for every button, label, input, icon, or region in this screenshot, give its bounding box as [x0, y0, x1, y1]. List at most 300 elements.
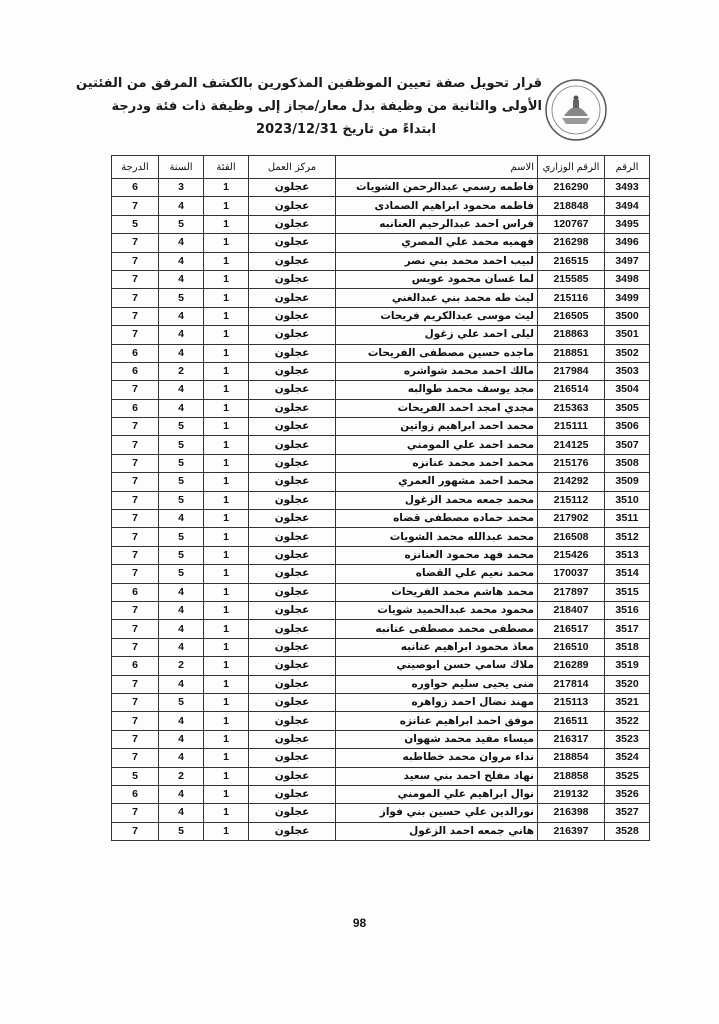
cell-grade: 7	[112, 234, 159, 252]
cell-number: 3527	[605, 804, 650, 822]
table-row	[112, 657, 650, 675]
cell-name: مجد يوسف محمد طوالبه	[336, 381, 538, 399]
cell-work-center: عجلون	[249, 638, 336, 656]
cell-work-center: عجلون	[249, 381, 336, 399]
cell-grade: 7	[112, 491, 159, 509]
cell-year: 4	[159, 749, 204, 767]
cell-ministry-id: 215585	[538, 270, 605, 288]
cell-work-center: عجلون	[249, 767, 336, 785]
cell-ministry-id: 214292	[538, 473, 605, 491]
cell-number: 3516	[605, 601, 650, 619]
cell-year: 2	[159, 362, 204, 380]
cell-category: 1	[204, 362, 249, 380]
cell-number: 3522	[605, 712, 650, 730]
cell-year: 4	[159, 399, 204, 417]
header-line-3: ابتداءً من تاريخ 2023/12/31	[256, 122, 436, 137]
table-row	[112, 565, 650, 583]
cell-name: نوال ابراهيم علي المومني	[336, 785, 538, 803]
cell-work-center: عجلون	[249, 528, 336, 546]
cell-ministry-id: 218858	[538, 767, 605, 785]
table-row	[112, 675, 650, 693]
cell-ministry-id: 216397	[538, 822, 605, 840]
cell-work-center: عجلون	[249, 362, 336, 380]
page-number: 98	[352, 916, 367, 930]
cell-category: 1	[204, 197, 249, 215]
table-row	[112, 620, 650, 638]
cell-year: 2	[159, 657, 204, 675]
cell-grade: 7	[112, 270, 159, 288]
cell-year: 5	[159, 473, 204, 491]
cell-grade: 7	[112, 712, 159, 730]
cell-ministry-id: 216505	[538, 307, 605, 325]
cell-work-center: عجلون	[249, 326, 336, 344]
cell-number: 3520	[605, 675, 650, 693]
cell-grade: 6	[112, 785, 159, 803]
cell-number: 3512	[605, 528, 650, 546]
cell-ministry-id: 120767	[538, 215, 605, 233]
cell-ministry-id: 215116	[538, 289, 605, 307]
cell-number: 3502	[605, 344, 650, 362]
cell-ministry-id: 218854	[538, 749, 605, 767]
cell-year: 4	[159, 344, 204, 362]
cell-number: 3496	[605, 234, 650, 252]
cell-work-center: عجلون	[249, 454, 336, 472]
cell-grade: 7	[112, 749, 159, 767]
cell-grade: 7	[112, 565, 159, 583]
cell-number: 3505	[605, 399, 650, 417]
cell-name: محمد احمد ابراهيم زواتين	[336, 418, 538, 436]
cell-ministry-id: 216514	[538, 381, 605, 399]
cell-work-center: عجلون	[249, 730, 336, 748]
cell-name: نهاد مفلح احمد بني سعيد	[336, 767, 538, 785]
cell-number: 3521	[605, 693, 650, 711]
table-row	[112, 583, 650, 601]
cell-grade: 7	[112, 381, 159, 399]
cell-number: 3524	[605, 749, 650, 767]
table-row	[112, 822, 650, 840]
cell-work-center: عجلون	[249, 289, 336, 307]
cell-name: مصطفى محمد مصطفى عنانبه	[336, 620, 538, 638]
cell-grade: 6	[112, 179, 159, 197]
cell-grade: 7	[112, 601, 159, 619]
cell-year: 4	[159, 270, 204, 288]
table-row	[112, 804, 650, 822]
cell-category: 1	[204, 675, 249, 693]
cell-number: 3493	[605, 179, 650, 197]
cell-work-center: عجلون	[249, 601, 336, 619]
cell-number: 3498	[605, 270, 650, 288]
table-row	[112, 344, 650, 362]
cell-number: 3511	[605, 510, 650, 528]
cell-year: 5	[159, 528, 204, 546]
cell-number: 3508	[605, 454, 650, 472]
cell-name: لبيب احمد محمد بني نصر	[336, 252, 538, 270]
cell-category: 1	[204, 528, 249, 546]
cell-work-center: عجلون	[249, 436, 336, 454]
cell-year: 5	[159, 546, 204, 564]
column-header-grade: الدرجة	[112, 156, 159, 179]
cell-name: منى يحيى سليم حواوره	[336, 675, 538, 693]
cell-grade: 7	[112, 289, 159, 307]
table-row	[112, 399, 650, 417]
cell-ministry-id: 215112	[538, 491, 605, 509]
cell-number: 3494	[605, 197, 650, 215]
cell-ministry-id: 216298	[538, 234, 605, 252]
cell-work-center: عجلون	[249, 749, 336, 767]
cell-ministry-id: 216510	[538, 638, 605, 656]
cell-ministry-id: 216398	[538, 804, 605, 822]
table-row	[112, 362, 650, 380]
cell-name: معاذ محمود ابراهيم عنانبه	[336, 638, 538, 656]
cell-name: ليث موسى عبدالكريم فريحات	[336, 307, 538, 325]
table-row	[112, 454, 650, 472]
cell-work-center: عجلون	[249, 785, 336, 803]
cell-category: 1	[204, 179, 249, 197]
cell-category: 1	[204, 546, 249, 564]
cell-year: 5	[159, 289, 204, 307]
cell-category: 1	[204, 601, 249, 619]
cell-work-center: عجلون	[249, 675, 336, 693]
column-header-work-center: مركز العمل	[249, 156, 336, 179]
cell-category: 1	[204, 785, 249, 803]
cell-year: 5	[159, 565, 204, 583]
cell-ministry-id: 170037	[538, 565, 605, 583]
table-row	[112, 638, 650, 656]
cell-ministry-id: 218851	[538, 344, 605, 362]
cell-year: 4	[159, 583, 204, 601]
cell-grade: 7	[112, 675, 159, 693]
cell-year: 5	[159, 822, 204, 840]
cell-name: هاني جمعه احمد الزغول	[336, 822, 538, 840]
cell-number: 3503	[605, 362, 650, 380]
cell-grade: 6	[112, 657, 159, 675]
cell-ministry-id: 216290	[538, 179, 605, 197]
cell-name: ليث طه محمد بني عبدالغني	[336, 289, 538, 307]
cell-year: 4	[159, 252, 204, 270]
cell-name: مجدي امجد احمد الفريحات	[336, 399, 538, 417]
column-header-ministry-id: الرقم الوزاري	[538, 156, 605, 179]
cell-name: موفق احمد ابراهيم عنانزه	[336, 712, 538, 730]
cell-name: محمد جمعه محمد الزغول	[336, 491, 538, 509]
cell-number: 3500	[605, 307, 650, 325]
cell-grade: 7	[112, 307, 159, 325]
cell-work-center: عجلون	[249, 197, 336, 215]
cell-name: محمد نعيم علي القضاه	[336, 565, 538, 583]
cell-ministry-id: 215363	[538, 399, 605, 417]
cell-category: 1	[204, 693, 249, 711]
table-row	[112, 601, 650, 619]
table-row	[112, 326, 650, 344]
table-body	[112, 179, 650, 841]
cell-year: 4	[159, 675, 204, 693]
cell-grade: 7	[112, 454, 159, 472]
cell-number: 3501	[605, 326, 650, 344]
cell-name: لما غسان محمود عويس	[336, 270, 538, 288]
cell-ministry-id: 217902	[538, 510, 605, 528]
cell-year: 4	[159, 712, 204, 730]
cell-year: 4	[159, 620, 204, 638]
cell-work-center: عجلون	[249, 804, 336, 822]
cell-category: 1	[204, 307, 249, 325]
cell-number: 3506	[605, 418, 650, 436]
cell-work-center: عجلون	[249, 565, 336, 583]
cell-category: 1	[204, 473, 249, 491]
table-row	[112, 215, 650, 233]
cell-ministry-id: 215111	[538, 418, 605, 436]
cell-ministry-id: 214125	[538, 436, 605, 454]
cell-work-center: عجلون	[249, 418, 336, 436]
cell-number: 3509	[605, 473, 650, 491]
cell-grade: 7	[112, 418, 159, 436]
cell-year: 4	[159, 197, 204, 215]
table-row	[112, 767, 650, 785]
header-line-2: الأولى والثانية من وظيفة بدل معار/مجاز إلى وظيفة ذات فئة ودرجة	[111, 99, 542, 114]
column-header-number: الرقم	[605, 156, 650, 179]
cell-ministry-id: 215426	[538, 546, 605, 564]
cell-number: 3497	[605, 252, 650, 270]
cell-category: 1	[204, 234, 249, 252]
cell-grade: 7	[112, 620, 159, 638]
cell-ministry-id: 218407	[538, 601, 605, 619]
cell-work-center: عجلون	[249, 344, 336, 362]
cell-year: 4	[159, 638, 204, 656]
cell-year: 5	[159, 418, 204, 436]
cell-ministry-id: 218848	[538, 197, 605, 215]
table-row	[112, 491, 650, 509]
cell-work-center: عجلون	[249, 252, 336, 270]
table-row	[112, 234, 650, 252]
cell-category: 1	[204, 749, 249, 767]
table-row	[112, 693, 650, 711]
cell-category: 1	[204, 712, 249, 730]
cell-name: محمد احمد مشهور العمري	[336, 473, 538, 491]
cell-name: نداء مروان محمد خطاطبه	[336, 749, 538, 767]
cell-work-center: عجلون	[249, 491, 336, 509]
cell-work-center: عجلون	[249, 307, 336, 325]
cell-work-center: عجلون	[249, 179, 336, 197]
column-header-name: الاسم	[336, 156, 538, 179]
cell-work-center: عجلون	[249, 234, 336, 252]
cell-number: 3518	[605, 638, 650, 656]
cell-grade: 7	[112, 436, 159, 454]
cell-ministry-id: 217897	[538, 583, 605, 601]
cell-number: 3504	[605, 381, 650, 399]
cell-category: 1	[204, 804, 249, 822]
cell-work-center: عجلون	[249, 693, 336, 711]
cell-grade: 7	[112, 546, 159, 564]
cell-category: 1	[204, 657, 249, 675]
cell-number: 3515	[605, 583, 650, 601]
cell-year: 5	[159, 693, 204, 711]
cell-year: 3	[159, 179, 204, 197]
cell-year: 4	[159, 381, 204, 399]
cell-year: 2	[159, 767, 204, 785]
cell-year: 5	[159, 491, 204, 509]
table-row	[112, 473, 650, 491]
cell-grade: 6	[112, 362, 159, 380]
cell-ministry-id: 218863	[538, 326, 605, 344]
cell-grade: 7	[112, 326, 159, 344]
cell-grade: 5	[112, 767, 159, 785]
cell-year: 4	[159, 234, 204, 252]
cell-number: 3499	[605, 289, 650, 307]
cell-category: 1	[204, 289, 249, 307]
cell-ministry-id: 216517	[538, 620, 605, 638]
cell-year: 4	[159, 785, 204, 803]
cell-category: 1	[204, 252, 249, 270]
cell-grade: 7	[112, 822, 159, 840]
cell-ministry-id: 216317	[538, 730, 605, 748]
cell-ministry-id: 215113	[538, 693, 605, 711]
cell-name: فهميه محمد علي المصري	[336, 234, 538, 252]
ministry-seal-icon	[544, 78, 608, 142]
cell-work-center: عجلون	[249, 215, 336, 233]
table-row	[112, 418, 650, 436]
cell-ministry-id: 217814	[538, 675, 605, 693]
table-header-row	[112, 156, 650, 179]
cell-work-center: عجلون	[249, 399, 336, 417]
cell-year: 4	[159, 804, 204, 822]
column-header-year: السنة	[159, 156, 204, 179]
cell-work-center: عجلون	[249, 546, 336, 564]
cell-category: 1	[204, 583, 249, 601]
cell-name: ملاك سامي حسن ابوصيني	[336, 657, 538, 675]
cell-grade: 6	[112, 583, 159, 601]
cell-category: 1	[204, 491, 249, 509]
cell-grade: 6	[112, 399, 159, 417]
cell-work-center: عجلون	[249, 822, 336, 840]
cell-category: 1	[204, 436, 249, 454]
cell-work-center: عجلون	[249, 510, 336, 528]
table-row	[112, 749, 650, 767]
cell-work-center: عجلون	[249, 583, 336, 601]
table-row	[112, 197, 650, 215]
table-row	[112, 381, 650, 399]
cell-grade: 7	[112, 638, 159, 656]
cell-number: 3507	[605, 436, 650, 454]
cell-name: محمود محمد عبدالحميد شويات	[336, 601, 538, 619]
cell-year: 4	[159, 510, 204, 528]
cell-year: 5	[159, 436, 204, 454]
cell-category: 1	[204, 767, 249, 785]
cell-ministry-id: 215176	[538, 454, 605, 472]
cell-number: 3514	[605, 565, 650, 583]
cell-name: فاطمه رسمي عبدالرحمن الشويات	[336, 179, 538, 197]
employee-table	[111, 155, 650, 841]
table-row	[112, 528, 650, 546]
table-row	[112, 289, 650, 307]
cell-category: 1	[204, 620, 249, 638]
decision-header	[76, 72, 542, 141]
cell-work-center: عجلون	[249, 270, 336, 288]
cell-year: 5	[159, 215, 204, 233]
cell-ministry-id: 216289	[538, 657, 605, 675]
table-row	[112, 252, 650, 270]
header-line-1: قرار تحويل صفة تعيين الموظفين المذكورين بالكشف المرفق من الفئتين	[76, 76, 542, 91]
table-row	[112, 785, 650, 803]
cell-grade: 7	[112, 804, 159, 822]
cell-grade: 5	[112, 215, 159, 233]
cell-ministry-id: 216515	[538, 252, 605, 270]
cell-category: 1	[204, 510, 249, 528]
cell-name: نورالدين علي حسين بني فواز	[336, 804, 538, 822]
table-row	[112, 179, 650, 197]
cell-ministry-id: 216511	[538, 712, 605, 730]
cell-category: 1	[204, 399, 249, 417]
cell-category: 1	[204, 565, 249, 583]
cell-ministry-id: 216508	[538, 528, 605, 546]
cell-grade: 7	[112, 693, 159, 711]
cell-grade: 7	[112, 510, 159, 528]
cell-grade: 7	[112, 730, 159, 748]
cell-year: 4	[159, 307, 204, 325]
cell-number: 3517	[605, 620, 650, 638]
cell-number: 3526	[605, 785, 650, 803]
cell-work-center: عجلون	[249, 712, 336, 730]
cell-name: مالك احمد محمد شواشره	[336, 362, 538, 380]
cell-number: 3495	[605, 215, 650, 233]
cell-category: 1	[204, 344, 249, 362]
table-row	[112, 546, 650, 564]
table-row	[112, 270, 650, 288]
cell-name: محمد فهد محمود العنانزه	[336, 546, 538, 564]
cell-number: 3525	[605, 767, 650, 785]
table-row	[112, 307, 650, 325]
cell-grade: 7	[112, 252, 159, 270]
cell-name: محمد عبدالله محمد الشويات	[336, 528, 538, 546]
cell-category: 1	[204, 454, 249, 472]
cell-year: 4	[159, 601, 204, 619]
cell-name: ماجده حسين مصطفى الفريحات	[336, 344, 538, 362]
cell-grade: 7	[112, 197, 159, 215]
cell-category: 1	[204, 730, 249, 748]
cell-name: محمد احمد محمد عنانزه	[336, 454, 538, 472]
cell-work-center: عجلون	[249, 657, 336, 675]
cell-number: 3510	[605, 491, 650, 509]
cell-number: 3519	[605, 657, 650, 675]
cell-year: 4	[159, 326, 204, 344]
cell-number: 3528	[605, 822, 650, 840]
table-row	[112, 436, 650, 454]
cell-name: مهند نضال احمد زواهره	[336, 693, 538, 711]
cell-name: ميساء مفيد محمد شهوان	[336, 730, 538, 748]
cell-category: 1	[204, 270, 249, 288]
column-header-category: الفئة	[204, 156, 249, 179]
cell-name: محمد احمد علي المومني	[336, 436, 538, 454]
cell-grade: 7	[112, 528, 159, 546]
cell-category: 1	[204, 822, 249, 840]
cell-grade: 7	[112, 473, 159, 491]
table-row	[112, 730, 650, 748]
cell-category: 1	[204, 326, 249, 344]
cell-grade: 6	[112, 344, 159, 362]
table-row	[112, 510, 650, 528]
cell-category: 1	[204, 215, 249, 233]
cell-work-center: عجلون	[249, 620, 336, 638]
table-row	[112, 712, 650, 730]
cell-number: 3513	[605, 546, 650, 564]
cell-category: 1	[204, 638, 249, 656]
cell-category: 1	[204, 381, 249, 399]
cell-number: 3523	[605, 730, 650, 748]
cell-name: ليلى احمد علي زغول	[336, 326, 538, 344]
cell-year: 5	[159, 454, 204, 472]
cell-ministry-id: 219132	[538, 785, 605, 803]
cell-ministry-id: 217984	[538, 362, 605, 380]
cell-category: 1	[204, 418, 249, 436]
cell-work-center: عجلون	[249, 473, 336, 491]
cell-year: 4	[159, 730, 204, 748]
